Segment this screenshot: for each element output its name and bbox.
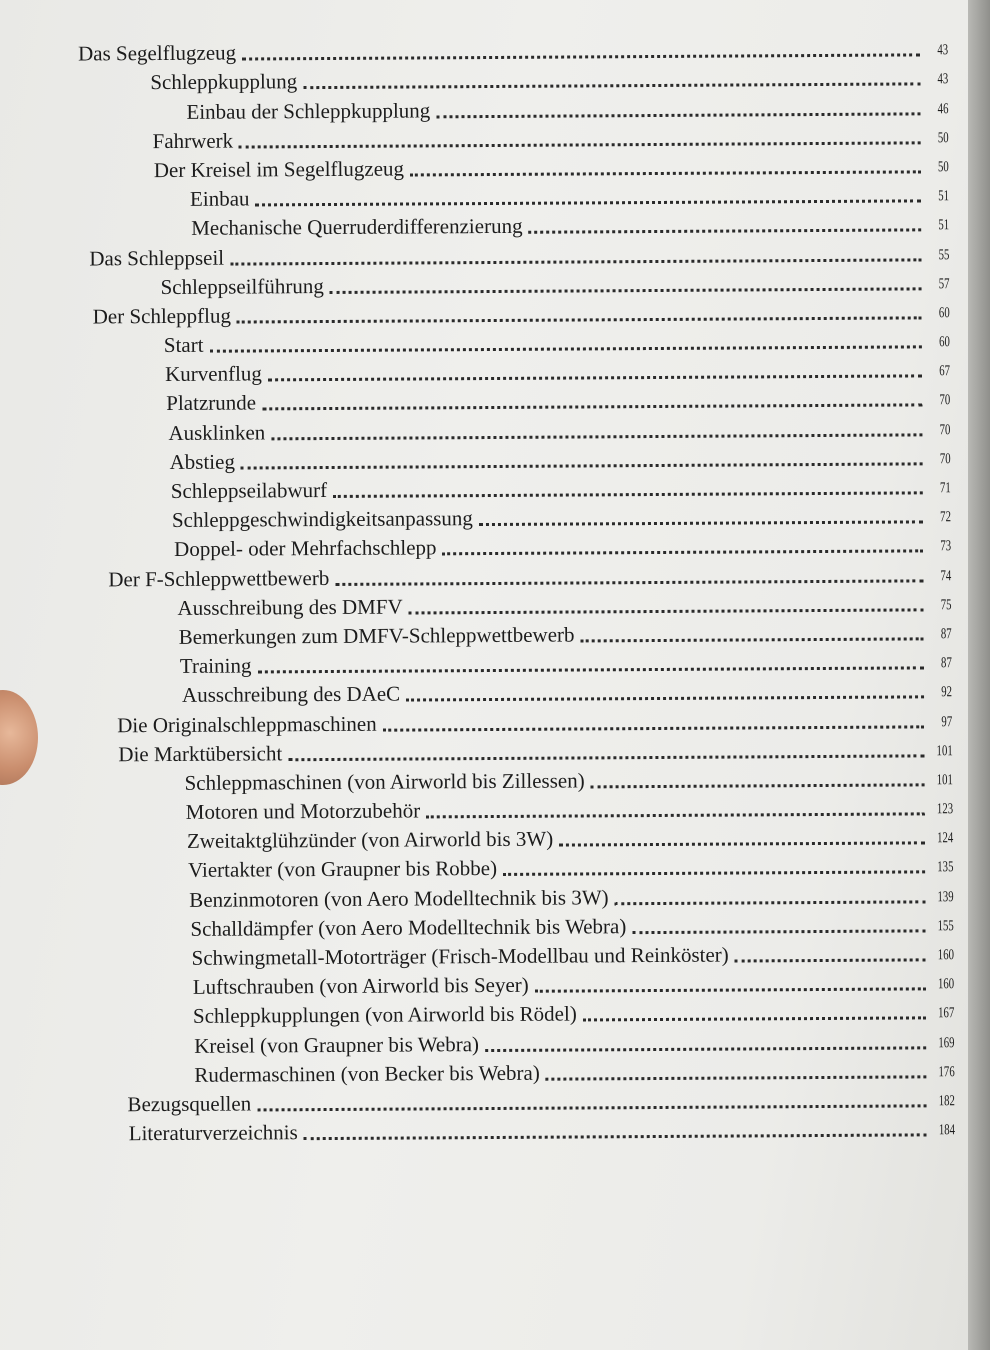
toc-leader-dots — [580, 637, 923, 642]
toc-entry-title: Der Kreisel im Segelflugzeug — [153, 156, 405, 183]
toc-page-number: 139 — [937, 888, 954, 905]
toc-entry-title: Einbau der Schleppkupplung — [186, 97, 431, 124]
toc-page-number: 167 — [938, 1005, 955, 1022]
toc-page-number: 123 — [936, 801, 954, 818]
toc-entry-title: Motoren und Motorzubehör — [185, 798, 421, 824]
toc-entry-title: Das Segelflugzeug — [78, 40, 237, 66]
toc-entry-title: Mechanische Querruderdifferenzierung — [191, 214, 523, 241]
toc-entry-title: Das Schleppseil — [89, 245, 225, 270]
toc-entry-title: Kurvenflug — [164, 361, 262, 387]
toc-entry — [7, 1112, 968, 1147]
toc-page-number: 75 — [940, 596, 952, 614]
toc-leader-dots — [426, 812, 925, 818]
toc-leader-dots — [535, 988, 926, 993]
toc-page-number: 97 — [941, 713, 953, 730]
toc-entry-title: Fahrwerk — [152, 128, 234, 153]
toc-page-number: 184 — [938, 1122, 956, 1139]
toc-entry-title: Abstieg — [169, 449, 235, 474]
toc-entry-title: Die Marktübersicht — [118, 740, 283, 766]
toc-leader-dots — [333, 491, 923, 498]
toc-entry-title: Start — [163, 332, 204, 358]
toc-leader-dots — [615, 900, 926, 905]
toc-page-number: 51 — [938, 217, 950, 234]
toc-leader-dots — [591, 783, 925, 788]
toc-entry-title: Rudermaschinen (von Becker bis Webra) — [194, 1060, 540, 1087]
toc-entry-title: Schleppseilabwurf — [170, 478, 328, 503]
toc-leader-dots — [239, 141, 921, 148]
toc-entry-title: Literaturverzeichnis — [128, 1120, 298, 1146]
toc-entry-title: Schleppmaschinen (von Airworld bis Zillessen) — [184, 768, 585, 795]
toc-entry-title: Doppel- oder Mehrfachschlepp — [174, 535, 437, 562]
toc-leader-dots — [485, 1046, 926, 1052]
toc-leader-dots — [546, 1075, 927, 1080]
toc-page-number: 101 — [936, 772, 953, 789]
toc-page-number: 176 — [938, 1063, 955, 1081]
toc-page-number: 92 — [941, 684, 953, 701]
toc-page-number: 135 — [937, 859, 954, 876]
toc-entry-title: Der Schleppflug — [92, 303, 231, 329]
toc-page-number: 87 — [940, 626, 952, 643]
toc-leader-dots — [241, 462, 923, 469]
toc-entry-title: Einbau — [189, 186, 250, 211]
toc-page-number: 50 — [937, 159, 949, 176]
toc-entry-title: Zweitaktglühzünder (von Airworld bis 3W) — [186, 826, 554, 854]
toc-page-number: 160 — [937, 976, 955, 993]
toc-leader-dots — [230, 258, 921, 265]
toc-entry-title: Ausschreibung des DMFV — [177, 594, 403, 620]
toc-page-number: 72 — [940, 509, 951, 526]
toc-leader-dots — [406, 696, 924, 702]
toc-leader-dots — [503, 871, 925, 877]
toc-page-number: 124 — [937, 830, 954, 847]
toc-page-number: 87 — [940, 655, 952, 672]
toc-leader-dots — [257, 666, 923, 673]
toc-leader-dots — [436, 112, 920, 118]
toc-leader-dots — [479, 521, 923, 527]
toc-leader-dots — [304, 1133, 927, 1140]
toc-page-number: 67 — [939, 363, 951, 380]
toc-entry-title: Schleppseilführung — [160, 273, 324, 299]
toc-entry-title: Ausklinken — [168, 420, 266, 445]
toc-leader-dots — [268, 375, 922, 382]
toc-leader-dots — [632, 929, 925, 934]
page-edge — [968, 0, 990, 1350]
toc-leader-dots — [288, 754, 924, 761]
toc-page-number: 74 — [940, 567, 952, 584]
toc-leader-dots — [262, 404, 922, 411]
toc-page-number: 70 — [939, 392, 951, 409]
toc-page-number: 60 — [939, 334, 950, 351]
toc-page-number: 160 — [937, 947, 955, 964]
toc-page-number: 50 — [937, 129, 949, 147]
toc-entry-title: Schalldämpfer (von Aero Modelltechnik bis Webra) — [190, 914, 627, 941]
toc-page-number: 155 — [937, 918, 954, 935]
toc-leader-dots — [559, 842, 925, 847]
toc-page-number: 71 — [939, 480, 951, 497]
toc-entry-title: Schleppkupplung — [150, 69, 298, 95]
toc-entry-title: Luftschrauben (von Airworld bis Seyer) — [192, 972, 529, 1000]
toc-leader-dots — [330, 287, 922, 294]
toc-leader-dots — [409, 608, 924, 614]
table-of-contents — [0, 32, 968, 1147]
toc-leader-dots — [210, 345, 922, 352]
toc-page-number: 51 — [938, 188, 950, 205]
toc-entry-title: Benzinmotoren (von Aero Modelltechnik bis 3W) — [189, 884, 609, 912]
toc-page-number: 43 — [937, 71, 949, 88]
toc-leader-dots — [383, 725, 924, 731]
toc-entry-title: Schleppkupplungen (von Airworld bis Rödel) — [192, 1001, 577, 1029]
toc-entry-title: Platzrunde — [166, 390, 257, 416]
toc-leader-dots — [735, 958, 926, 962]
toc-entry-title: Kreisel (von Graupner bis Webra) — [194, 1031, 480, 1058]
toc-entry-title: Schleppgeschwindigkeitsanpassung — [171, 506, 473, 533]
toc-page-number: 70 — [939, 451, 951, 468]
toc-page-number: 169 — [938, 1034, 955, 1051]
toc-leader-dots — [443, 550, 924, 556]
toc-page-number: 55 — [938, 246, 950, 263]
toc-page-number: 46 — [937, 100, 949, 117]
toc-entry-title: Bezugsquellen — [127, 1091, 252, 1117]
toc-leader-dots — [242, 54, 920, 61]
toc-page-number: 60 — [938, 305, 950, 322]
toc-leader-dots — [237, 316, 922, 323]
toc-page-number: 101 — [936, 742, 953, 759]
toc-entry-title: Ausschreibung des DAeC — [181, 681, 401, 708]
toc-page-number: 70 — [939, 421, 951, 438]
toc-leader-dots — [257, 1104, 926, 1111]
toc-page-number: 43 — [937, 42, 949, 59]
toc-leader-dots — [256, 200, 922, 207]
toc-entry-title: Der F-Schleppwettbewerb — [108, 565, 330, 591]
toc-leader-dots — [410, 170, 921, 176]
toc-page-number: 182 — [938, 1093, 955, 1110]
toc-page-number: 57 — [938, 275, 950, 292]
toc-entry-title: Training — [179, 653, 252, 679]
toc-leader-dots — [271, 433, 922, 440]
toc-entry-title: Schwingmetall-Motorträger (Frisch-Modellbau und Reinköster) — [191, 942, 729, 970]
toc-leader-dots — [583, 1017, 926, 1022]
toc-leader-dots — [335, 579, 923, 586]
toc-entry-title: Viertakter (von Graupner bis Robbe) — [188, 856, 498, 883]
toc-leader-dots — [529, 229, 922, 234]
toc-leader-dots — [303, 83, 920, 90]
toc-page-number: 73 — [940, 538, 952, 555]
toc-entry-title: Bemerkungen zum DMFV-Schleppwettbewerb — [178, 622, 575, 649]
toc-entry-title: Die Originalschleppmaschinen — [117, 711, 377, 737]
